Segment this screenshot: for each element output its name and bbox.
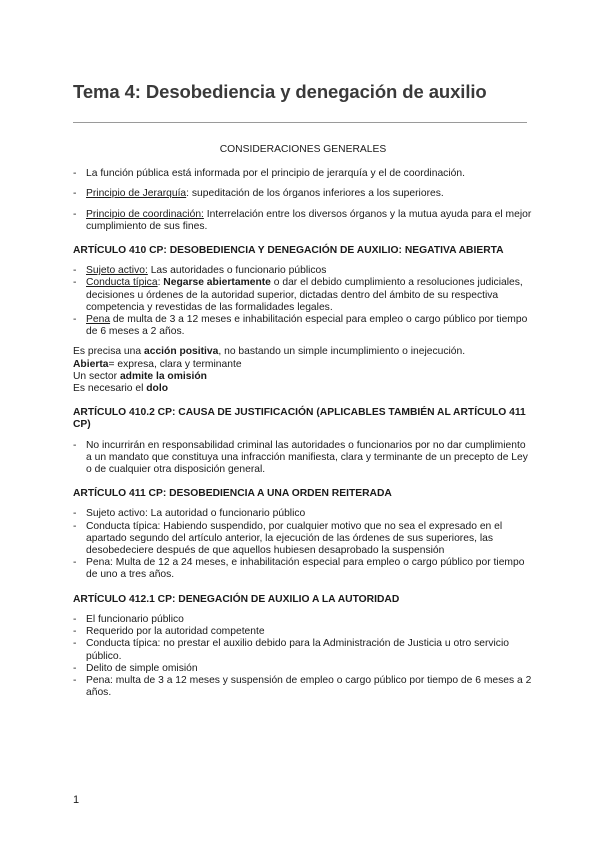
- note-text: Es necesario el: [73, 383, 147, 395]
- list-item-text: No incurrirán en responsabilidad criminal las autoridades o funcionarios por no dar cumplimiento a un mandato que constituya una infracción manifiesta, clara y terminante de un precepto de Ley o de cualquier otra disposición general.: [86, 439, 528, 476]
- list-item-text: Requerido por la autoridad competente: [86, 626, 265, 638]
- considerations-list-3: [73, 209, 533, 233]
- list-item: [73, 168, 533, 180]
- bullet-dash: -: [73, 557, 77, 569]
- conduct-emphasis: Negarse abiertamente: [163, 277, 271, 289]
- list-item: [73, 265, 533, 277]
- page-number: 1: [73, 794, 80, 806]
- art410-list: [73, 265, 533, 338]
- bullet-dash: -: [73, 508, 77, 520]
- list-item-text: o dar el debido cumplimiento a resoluciones judiciales, decisiones u órdenes de la autoridad superior, dictadas dentro del ámbito de su respectiva competencia y revestidas de las formalidades legales.: [86, 277, 523, 313]
- title-divider: [73, 122, 527, 123]
- list-item: [73, 626, 533, 638]
- bullet-dash: -: [73, 277, 77, 289]
- bullet-dash: -: [73, 439, 77, 451]
- bullet-dash: -: [73, 265, 77, 277]
- list-item-text: Delito de simple omisión: [86, 662, 198, 674]
- list-item: [73, 557, 533, 581]
- document-body: [73, 144, 533, 699]
- note-line: [73, 359, 533, 371]
- note-text: = expresa, clara y terminante: [108, 358, 242, 370]
- list-item: [73, 277, 533, 314]
- note-text: , no bastando un simple incumplimiento o inejecución.: [218, 346, 466, 358]
- list-item-text: Sujeto activo: La autoridad o funcionario público: [86, 508, 306, 520]
- bullet-dash: -: [73, 314, 77, 326]
- note-text: Es precisa una: [73, 346, 144, 358]
- list-item: [73, 638, 533, 662]
- bullet-dash: -: [73, 208, 77, 220]
- list-item: [73, 188, 533, 200]
- list-item-text: Las autoridades o funcionario públicos: [147, 265, 327, 277]
- bullet-dash: -: [73, 674, 77, 686]
- penalty-label: Pena: [86, 314, 111, 326]
- coordination-principle-label: Principio de coordinación:: [86, 208, 204, 220]
- list-item-text: Conducta típica: Habiendo suspendido, por cualquier motivo que no sea el expresado en el apartado segundo del artículo anterior, la ejecución de las órdenes de sus superiores, las desobedeciere después de que aquellos hubiesen desaprobado la suspensión: [86, 520, 503, 557]
- subject-label: Sujeto activo:: [86, 265, 148, 277]
- list-item-text: Conducta típica: no prestar el auxilio debido para la Administración de Justicia u otro servicio público.: [86, 638, 509, 662]
- section-heading-art411: ARTÍCULO 411 CP: DESOBEDIENCIA A UNA ORDEN REITERADA: [73, 488, 392, 500]
- bullet-dash: -: [73, 662, 77, 674]
- bullet-dash: -: [73, 188, 77, 200]
- note-line: [73, 371, 533, 383]
- list-item-text: Pena: multa de 3 a 12 meses y suspensión de empleo o cargo público por tiempo de 6 meses a 2 años.: [86, 674, 532, 699]
- hierarchy-principle-label: Principio de Jerarquía: [86, 188, 187, 200]
- art4102-list: [73, 440, 533, 477]
- document-title: Tema 4: Desobediencia y denegación de auxilio: [73, 81, 487, 102]
- note-emphasis: admite la omisión: [119, 370, 207, 382]
- bullet-dash: -: [73, 626, 77, 638]
- conduct-label: Conducta típica: [86, 277, 158, 289]
- section-heading-art4102: ARTÍCULO 410.2 CP: CAUSA DE JUSTIFICACIÓN (APLICABLES TAMBIÉN AL ARTÍCULO 411 CP): [73, 407, 526, 431]
- note-text: Un sector: [73, 370, 120, 382]
- list-item: [73, 521, 533, 558]
- section-heading-considerations: CONSIDERACIONES GENERALES: [219, 144, 387, 155]
- considerations-list-2: [73, 188, 533, 200]
- section-heading-art410: ARTÍCULO 410 CP: DESOBEDIENCIA Y DENEGACIÓN DE AUXILIO: NEGATIVA ABIERTA: [73, 245, 504, 257]
- bullet-dash: -: [73, 520, 77, 532]
- bullet-dash: -: [73, 638, 77, 650]
- note-line: [73, 346, 533, 358]
- list-item: [73, 440, 533, 477]
- art411-list: [73, 508, 533, 581]
- note-line: [73, 383, 533, 395]
- list-item-text: Interrelación entre los diversos órganos y la mutua ayuda para el mejor cumplimiento de sus fines.: [86, 208, 532, 232]
- list-item: [73, 675, 533, 699]
- list-item: [73, 614, 533, 626]
- considerations-list: [73, 168, 533, 180]
- list-item-text: : supeditación de los órganos inferiores a los superiores.: [186, 188, 444, 200]
- art4121-list: [73, 614, 533, 699]
- bullet-dash: -: [73, 613, 77, 625]
- list-item: [73, 314, 533, 338]
- separator: :: [157, 277, 164, 289]
- list-item-text: de multa de 3 a 12 meses e inhabilitación especial para empleo o cargo público por tiempo de 6 meses a 2 años.: [86, 314, 528, 338]
- list-item: [73, 209, 533, 233]
- list-item: [73, 508, 533, 520]
- note-emphasis: Abierta: [73, 358, 109, 370]
- list-item-text: Pena: Multa de 12 a 24 meses, e inhabilitación especial para empleo o cargo público por tiempo de uno a tres años.: [86, 557, 525, 581]
- note-emphasis: dolo: [146, 383, 168, 395]
- note-emphasis: acción positiva: [143, 346, 219, 358]
- list-item-text: El funcionario público: [86, 613, 184, 625]
- section-heading-art4121: ARTÍCULO 412.1 CP: DENEGACIÓN DE AUXILIO A LA AUTORIDAD: [73, 593, 400, 605]
- bullet-dash: -: [73, 168, 77, 180]
- list-item: [73, 663, 533, 675]
- list-item-text: La función pública está informada por el principio de jerarquía y el de coordinación.: [86, 168, 465, 180]
